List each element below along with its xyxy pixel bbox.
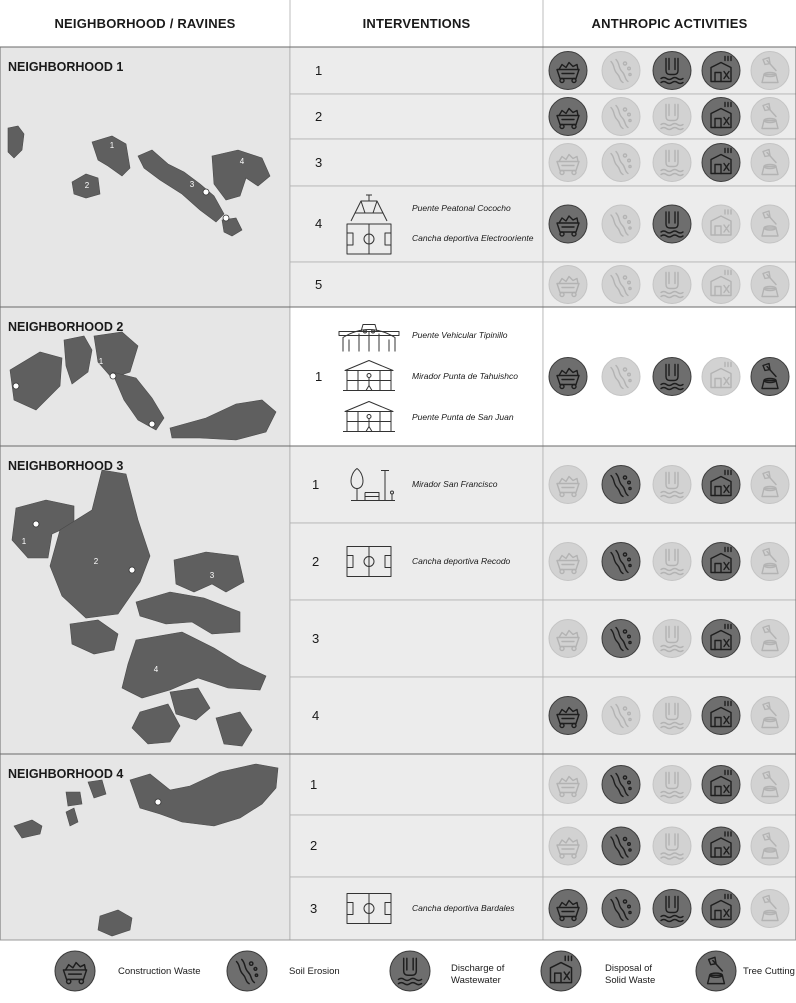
- soil-erosion-icon-legend: [227, 951, 267, 991]
- ravine-number: 2: [312, 553, 320, 569]
- intervention-label: Cancha deportiva Recodo: [412, 555, 511, 566]
- soil-erosion-icon: [602, 358, 640, 396]
- legend-label: Discharge of Wastewater: [451, 963, 505, 986]
- wastewater-icon: [653, 98, 691, 136]
- tree-cutting-icon: [751, 827, 789, 865]
- soil-erosion-icon: [602, 144, 640, 182]
- interventions-cell: [290, 754, 543, 815]
- interventions-cell: [290, 600, 543, 677]
- construction-waste-icon: [549, 766, 587, 804]
- wastewater-icon: [653, 543, 691, 581]
- soil-erosion-icon: [602, 766, 640, 804]
- tree-cutting-icon: [751, 144, 789, 182]
- intervention-label: Puente Vehicular Tipinillo: [412, 329, 508, 340]
- solid-waste-icon: [702, 620, 740, 658]
- tree-cutting-icon: [751, 543, 789, 581]
- solid-waste-icon: [702, 890, 740, 928]
- ravine-number: 2: [315, 108, 323, 124]
- interventions-cell: [290, 139, 543, 186]
- construction-waste-icon: [549, 890, 587, 928]
- wastewater-icon: [653, 52, 691, 90]
- ravine-number: 3: [312, 630, 320, 646]
- soil-erosion-icon: [602, 827, 640, 865]
- header-interventions: INTERVENTIONS: [362, 16, 471, 31]
- wastewater-icon: [653, 890, 691, 928]
- construction-waste-icon: [549, 205, 587, 243]
- construction-waste-icon: [549, 827, 587, 865]
- intervention-label: Mirador Punta de Tahuishco: [412, 370, 519, 381]
- tree-cutting-icon: [751, 52, 789, 90]
- ravine-label: 1: [98, 357, 104, 366]
- solid-waste-icon: [702, 266, 740, 304]
- location-dot: [13, 383, 19, 389]
- tree-cutting-icon: [751, 266, 789, 304]
- tree-cutting-icon: [751, 205, 789, 243]
- interventions-cell: [290, 677, 543, 754]
- ravine-number: 4: [312, 707, 320, 723]
- construction-waste-icon: [549, 697, 587, 735]
- solid-waste-icon: [702, 466, 740, 504]
- soil-erosion-icon: [602, 205, 640, 243]
- solid-waste-icon: [702, 144, 740, 182]
- wastewater-icon: [653, 266, 691, 304]
- ravine-number: 3: [310, 900, 318, 916]
- interventions-cell: [290, 262, 543, 307]
- neighborhood-title: NEIGHBORHOOD 1: [8, 60, 124, 74]
- interventions-cell: [290, 186, 543, 262]
- ravine-label: 1: [109, 141, 115, 150]
- ravine-label: 4: [153, 665, 159, 674]
- neighborhood-title: NEIGHBORHOOD 2: [8, 320, 124, 334]
- ravine-number: 1: [315, 62, 323, 78]
- construction-waste-icon: [549, 144, 587, 182]
- tree-cutting-icon-legend: [696, 951, 736, 991]
- legend-label: Soil Erosion: [289, 966, 340, 977]
- legend-label: Construction Waste: [118, 966, 201, 977]
- ravine-number: 4: [315, 216, 323, 231]
- wastewater-icon: [653, 358, 691, 396]
- location-dot: [129, 567, 135, 573]
- ravine-label: 3: [209, 571, 215, 580]
- header-neighborhood: NEIGHBORHOOD / RAVINES: [54, 16, 236, 31]
- construction-waste-icon: [549, 543, 587, 581]
- wastewater-icon: [653, 827, 691, 865]
- solid-waste-icon: [702, 543, 740, 581]
- wastewater-icon: [653, 620, 691, 658]
- neighborhood-title: NEIGHBORHOOD 4: [8, 767, 124, 781]
- ravine-number: 1: [315, 368, 323, 384]
- ravine-label: 2: [93, 557, 99, 566]
- interventions-cell: [290, 47, 543, 94]
- solid-waste-icon: [702, 766, 740, 804]
- ravine-number: 3: [315, 154, 323, 170]
- neighborhood-title: NEIGHBORHOOD 3: [8, 459, 124, 473]
- tree-cutting-icon: [751, 620, 789, 658]
- ravine-label: 3: [189, 180, 195, 189]
- ravine-label: 4: [239, 157, 245, 166]
- solid-waste-icon: [702, 205, 740, 243]
- soil-erosion-icon: [602, 98, 640, 136]
- location-dot: [223, 215, 229, 221]
- legend-label: Tree Cutting: [743, 966, 795, 977]
- tree-cutting-icon: [751, 98, 789, 136]
- tree-cutting-icon: [751, 890, 789, 928]
- ravine-number: 1: [312, 476, 320, 492]
- construction-waste-icon: [549, 266, 587, 304]
- intervention-label: Cancha deportiva Electrooriente: [412, 233, 534, 243]
- soil-erosion-icon: [602, 466, 640, 504]
- wastewater-icon: [653, 466, 691, 504]
- wastewater-icon: [653, 766, 691, 804]
- soil-erosion-icon: [602, 266, 640, 304]
- ravine-label: 1: [21, 537, 27, 546]
- ravine-number: 5: [315, 276, 323, 292]
- intervention-label: Cancha deportiva Bardales: [412, 902, 515, 913]
- ravine-label: 2: [84, 181, 90, 190]
- solid-waste-icon: [702, 358, 740, 396]
- header-anthropic: ANTHROPIC ACTIVITIES: [591, 16, 748, 31]
- construction-waste-icon-legend: [55, 951, 95, 991]
- location-dot: [155, 799, 161, 805]
- interventions-cell: [290, 94, 543, 139]
- tree-cutting-icon: [751, 697, 789, 735]
- location-dot: [110, 373, 116, 379]
- tree-cutting-icon: [751, 466, 789, 504]
- location-dot: [203, 189, 209, 195]
- interventions-cell: [290, 815, 543, 877]
- legend-label: Disposal of Solid Waste: [605, 963, 656, 986]
- soil-erosion-icon: [602, 52, 640, 90]
- location-dot: [149, 421, 155, 427]
- construction-waste-icon: [549, 466, 587, 504]
- ravine-number: 1: [310, 776, 318, 792]
- solid-waste-icon: [702, 52, 740, 90]
- intervention-label: Puente Punta de San Juan: [412, 411, 514, 422]
- intervention-label: Puente Peatonal Cococho: [412, 203, 511, 213]
- construction-waste-icon: [549, 358, 587, 396]
- location-dot: [33, 521, 39, 527]
- solid-waste-icon: [702, 697, 740, 735]
- wastewater-icon: [653, 144, 691, 182]
- construction-waste-icon: [549, 620, 587, 658]
- construction-waste-icon: [549, 98, 587, 136]
- soil-erosion-icon: [602, 543, 640, 581]
- ravine-shape: [66, 792, 82, 806]
- soil-erosion-icon: [602, 890, 640, 928]
- solid-waste-icon: [702, 98, 740, 136]
- ravine-number: 2: [310, 838, 318, 853]
- soil-erosion-icon: [602, 620, 640, 658]
- tree-cutting-icon: [751, 766, 789, 804]
- wastewater-icon: [653, 205, 691, 243]
- solid-waste-icon-legend: [541, 951, 581, 991]
- wastewater-icon: [653, 697, 691, 735]
- tree-cutting-icon: [751, 358, 789, 396]
- solid-waste-icon: [702, 827, 740, 865]
- soil-erosion-icon: [602, 697, 640, 735]
- intervention-label: Mirador San Francisco: [412, 478, 498, 489]
- construction-waste-icon: [549, 52, 587, 90]
